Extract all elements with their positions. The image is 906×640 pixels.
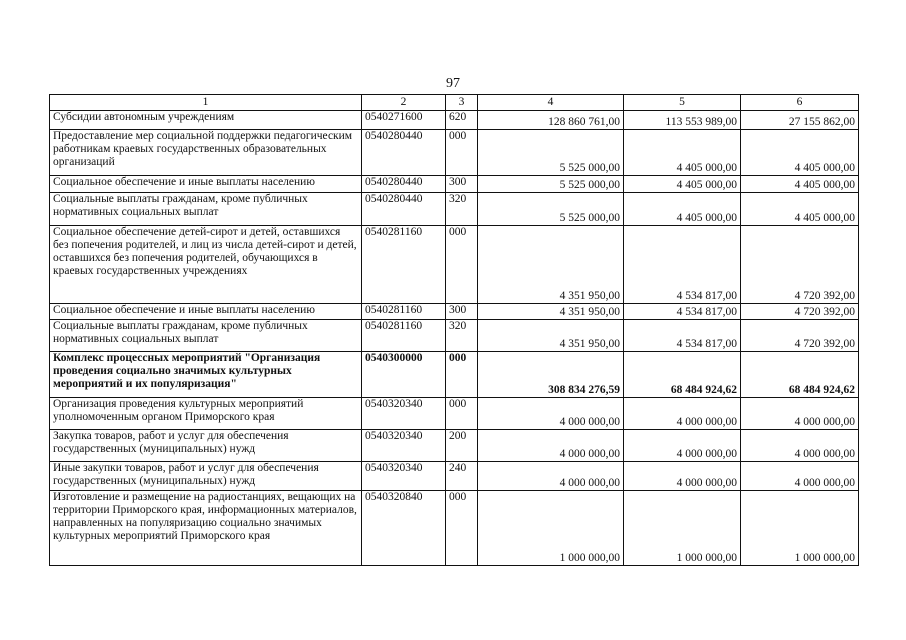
row-type: 240 [446, 462, 478, 491]
table-row [50, 491, 859, 566]
row-year2-amount: 4 000 000,00 [624, 430, 741, 462]
row-name: Комплекс процессных мероприятий "Организация проведения социально значимых культурных мероприятий и их популяризация" [50, 352, 362, 398]
row-year1-amount: 4 000 000,00 [478, 462, 624, 491]
row-year2-amount: 4 405 000,00 [624, 193, 741, 226]
row-type: 300 [446, 176, 478, 193]
table-row [50, 430, 859, 462]
table-row [50, 320, 859, 352]
row-year3-amount: 4 720 392,00 [741, 304, 859, 320]
row-name: Организация проведения культурных мероприятий уполномоченным органом Приморского края [50, 398, 362, 430]
row-code: 0540281160 [362, 304, 446, 320]
page-number: 97 [446, 76, 460, 91]
row-name: Изготовление и размещение на радиостанциях, вещающих на территории Приморского края, информационных материалов, направленных на популяризацию социально значимых культурных мероприятий Приморского края [50, 491, 362, 566]
table-row [50, 304, 859, 320]
row-year2-amount: 4 405 000,00 [624, 176, 741, 193]
row-year3-amount: 4 405 000,00 [741, 193, 859, 226]
table-row [50, 193, 859, 226]
row-name: Субсидии автономным учреждениям [50, 111, 362, 130]
row-code: 0540320340 [362, 462, 446, 491]
row-type: 000 [446, 130, 478, 176]
row-year1-amount: 4 000 000,00 [478, 430, 624, 462]
row-year2-amount: 1 000 000,00 [624, 491, 741, 566]
row-year3-amount: 4 000 000,00 [741, 398, 859, 430]
row-year2-amount: 4 534 817,00 [624, 304, 741, 320]
table-row [50, 398, 859, 430]
row-code: 0540320840 [362, 491, 446, 566]
row-year2-amount: 4 534 817,00 [624, 226, 741, 304]
row-year1-amount: 1 000 000,00 [478, 491, 624, 566]
row-year3-amount: 4 405 000,00 [741, 176, 859, 193]
row-year3-amount: 4 720 392,00 [741, 320, 859, 352]
row-code: 0540280440 [362, 193, 446, 226]
row-name: Закупка товаров, работ и услуг для обеспечения государственных (муниципальных) нужд [50, 430, 362, 462]
row-type: 200 [446, 430, 478, 462]
row-year3-amount: 1 000 000,00 [741, 491, 859, 566]
row-year1-amount: 5 525 000,00 [478, 176, 624, 193]
row-type: 320 [446, 320, 478, 352]
row-code: 0540281160 [362, 320, 446, 352]
header-cell-year2: 5 [624, 95, 741, 111]
row-year1-amount: 308 834 276,59 [478, 352, 624, 398]
row-name: Социальные выплаты гражданам, кроме публичных нормативных социальных выплат [50, 193, 362, 226]
row-code: 0540281160 [362, 226, 446, 304]
row-year3-amount: 4 720 392,00 [741, 226, 859, 304]
header-cell-year1: 4 [478, 95, 624, 111]
row-type: 320 [446, 193, 478, 226]
table-row [50, 462, 859, 491]
row-year3-amount: 4 405 000,00 [741, 130, 859, 176]
row-year2-amount: 4 405 000,00 [624, 130, 741, 176]
row-type: 000 [446, 398, 478, 430]
row-year2-amount: 113 553 989,00 [624, 111, 741, 130]
table-row [50, 226, 859, 304]
row-year3-amount: 68 484 924,62 [741, 352, 859, 398]
row-year3-amount: 4 000 000,00 [741, 430, 859, 462]
row-code: 0540320340 [362, 430, 446, 462]
row-name: Социальные выплаты гражданам, кроме публичных нормативных социальных выплат [50, 320, 362, 352]
row-code: 0540271600 [362, 111, 446, 130]
budget-table [49, 94, 859, 566]
row-year2-amount: 4 534 817,00 [624, 320, 741, 352]
row-name: Предоставление мер социальной поддержки педагогическим работникам краевых государственных образовательных организаций [50, 130, 362, 176]
row-year1-amount: 4 351 950,00 [478, 320, 624, 352]
row-year1-amount: 5 525 000,00 [478, 130, 624, 176]
row-type: 620 [446, 111, 478, 130]
row-year2-amount: 68 484 924,62 [624, 352, 741, 398]
row-year1-amount: 128 860 761,00 [478, 111, 624, 130]
header-cell-year3: 6 [741, 95, 859, 111]
row-name: Социальное обеспечение и иные выплаты населению [50, 304, 362, 320]
row-year2-amount: 4 000 000,00 [624, 462, 741, 491]
row-year3-amount: 27 155 862,00 [741, 111, 859, 130]
row-type: 300 [446, 304, 478, 320]
row-year1-amount: 4 351 950,00 [478, 226, 624, 304]
row-type: 000 [446, 226, 478, 304]
row-name: Иные закупки товаров, работ и услуг для обеспечения государственных (муниципальных) нужд [50, 462, 362, 491]
row-name: Социальное обеспечение детей-сирот и детей, оставшихся без попечения родителей, и лиц из числа детей-сирот и детей, оставшихся без попечения родителей, обучающихся в краевых государственных учреждениях [50, 226, 362, 304]
row-year1-amount: 5 525 000,00 [478, 193, 624, 226]
row-name: Социальное обеспечение и иные выплаты населению [50, 176, 362, 193]
header-cell-name: 1 [50, 95, 362, 111]
table-header-row [50, 95, 859, 111]
table-row [50, 352, 859, 398]
row-type: 000 [446, 352, 478, 398]
row-code: 0540280440 [362, 176, 446, 193]
table-row [50, 176, 859, 193]
row-year3-amount: 4 000 000,00 [741, 462, 859, 491]
table-row [50, 111, 859, 130]
row-code: 0540300000 [362, 352, 446, 398]
row-code: 0540280440 [362, 130, 446, 176]
header-cell-type: 3 [446, 95, 478, 111]
header-cell-code: 2 [362, 95, 446, 111]
row-year1-amount: 4 351 950,00 [478, 304, 624, 320]
row-year1-amount: 4 000 000,00 [478, 398, 624, 430]
row-year2-amount: 4 000 000,00 [624, 398, 741, 430]
row-code: 0540320340 [362, 398, 446, 430]
table-row [50, 130, 859, 176]
row-type: 000 [446, 491, 478, 566]
